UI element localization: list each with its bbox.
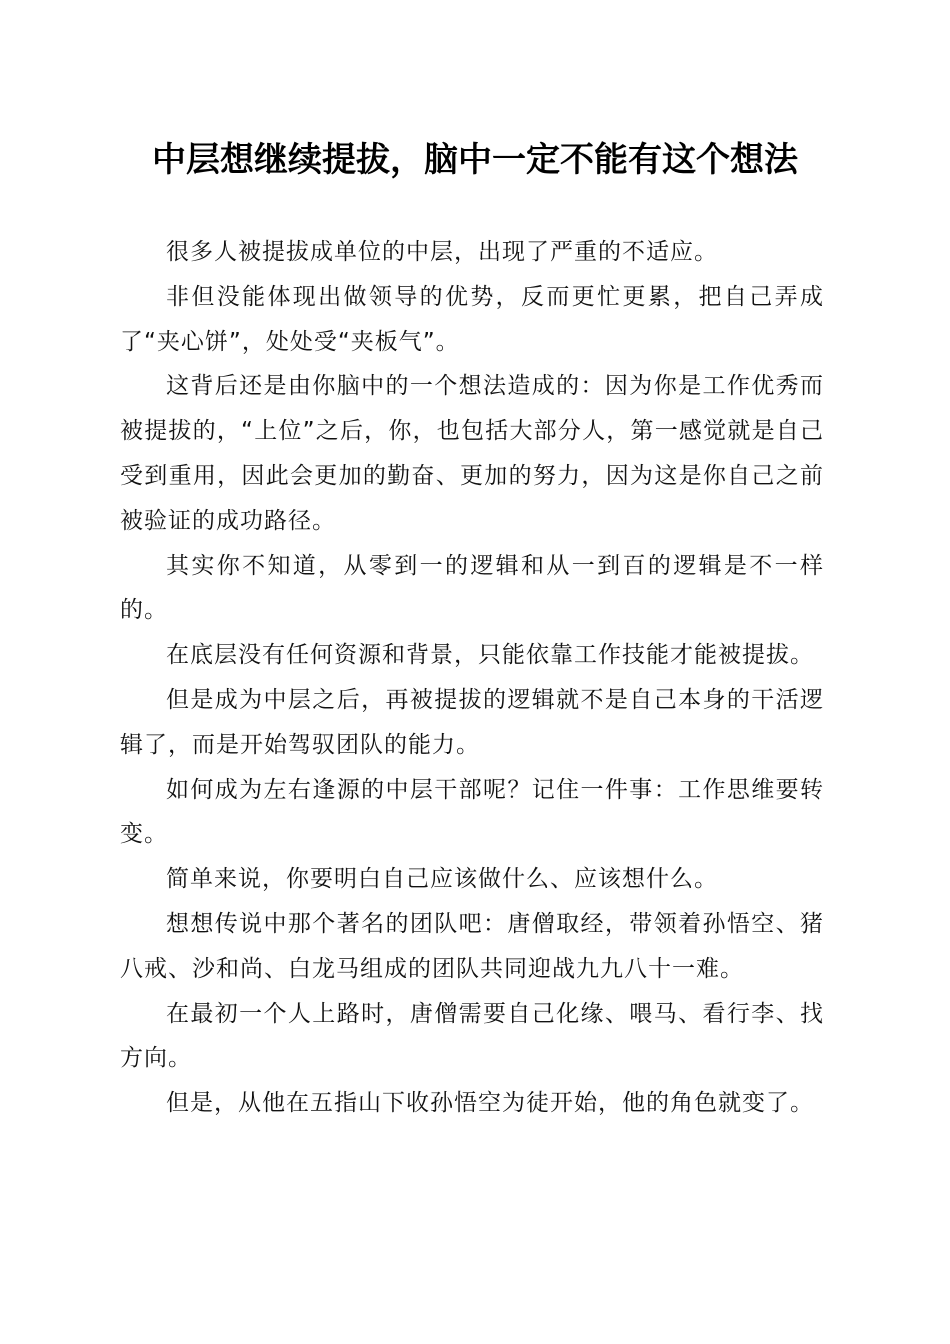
paragraph-4: 其实你不知道，从零到一的逻辑和从一到百的逻辑是不一样的。 [120,552,824,624]
document-body [120,230,824,1126]
paragraph-6: 但是成为中层之后，再被提拔的逻辑就不是自己本身的干活逻辑了，而是开始驾驭团队的能力。 [120,686,824,758]
paragraph-9: 想想传说中那个著名的团队吧：唐僧取经，带领着孙悟空、猪八戒、沙和尚、白龙马组成的团队共同迎战九九八十一难。 [120,910,824,982]
paragraph-7: 如何成为左右逢源的中层干部呢？记住一件事：工作思维要转变。 [120,776,824,848]
paragraph-2: 非但没能体现出做领导的优势，反而更忙更累，把自己弄成了“夹心饼”，处处受“夹板气”。 [120,283,824,355]
paragraph-5: 在底层没有任何资源和背景，只能依靠工作技能才能被提拔。 [166,642,814,669]
paragraph-1: 很多人被提拔成单位的中层，出现了严重的不适应。 [166,239,718,265]
paragraph-10: 在最初一个人上路时，唐僧需要自己化缘、喂马、看行李、找方向。 [120,1000,824,1072]
paragraph-11: 但是，从他在五指山下收孙悟空为徒开始，他的角色就变了。 [166,1090,814,1117]
paragraph-8: 简单来说，你要明白自己应该做什么、应该想什么。 [166,866,718,893]
paragraph-3: 这背后还是由你脑中的一个想法造成的：因为你是工作优秀而被提拔的，“上位”之后，你，也包括大部分人，第一感觉就是自己受到重用，因此会更加的勤奋、更加的努力，因为这是你自己之前被验证的成功路径。 [120,373,824,534]
document-title: 中层想继续提拔，脑中一定不能有这个想法 [152,140,798,180]
